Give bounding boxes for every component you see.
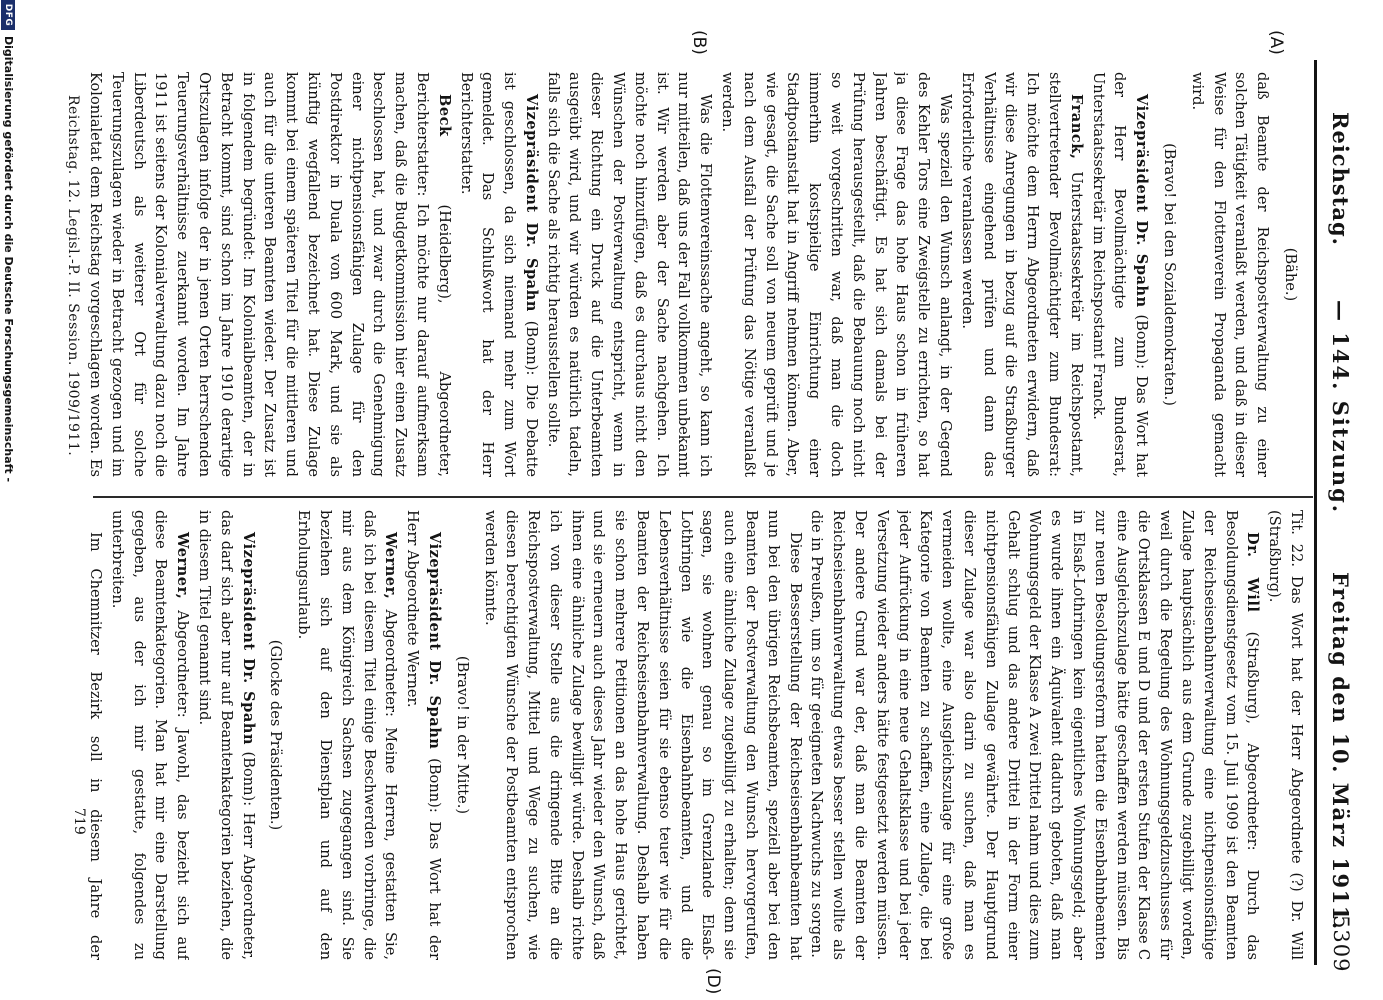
- text-paragraph: daß Beamte der Reichspostverwaltung zu einer solchen Tätigkeit veranlaßt werden, und daß in dieser Weise für den Flottenverein Propaganda gemacht wird.: [1188, 72, 1272, 477]
- speech-paragraph: [87, 72, 455, 477]
- speech-paragraph: [455, 72, 542, 477]
- speech-paragraph: [193, 510, 258, 960]
- header-rule: [1314, 60, 1317, 965]
- speech-text: (Bonn): Das Wort hat der Herr Abgeordnete Werner.: [404, 510, 443, 960]
- left-column: [87, 72, 1307, 477]
- speech-paragraph: [401, 510, 445, 960]
- speech-text: Unterstaatssekretär im Reichspostamt, stellvertretender Bevollmächtigter zum Bundesrat: Ich möchte dem Herrn Abgeordneten erwidern, daß wir diese Anregungen in bezug auf die Straßburger Verhältnisse eingehend prüfen und dann das Erforderliche veranlassen werden.: [958, 72, 1085, 477]
- speech-text: (Heidelberg), Abgeordneter, Berichterstatter: Ich möchte nur darauf aufmerksam machen, daß die Budgetkommission hier einen Zusatz beschlossen hat, und zwar durch die Genehmigung einer nichtpensionsfähigen Zulage für den Postdirektor in Duala von 600 Mark, und sie als künftig wegfallend bezeichnet hat. Diese Zulage kommt bei einem späteren Titel für die mittleren und auch für die unteren Beamten wieder. Der Zusatz ist in folgendem begründet: Im Kolonialbeamten, der in Betracht kommt, sind schon im Jahre 1910 derartige Ortszulagen infolge der in jenen Orten herrschenden Teuerungsverhältnisse zuerkannt worden. Im Jahre 1911 ist seitens der Kolonialverwaltung dazu noch die Liberdeutsch als weiterer Ort für solche Teuerungszulagen wieder in Betracht gezogen und im Kolonialetat dem Reichstag vorgeschlagen worden. Es: [87, 72, 453, 477]
- speech-text: (Straßburg), Abgeordneter: Durch das Besoldungsdienstgesetz vom 15. Juli 1909 ist den Beamten der Reichseisenbahnverwaltung eine nichtpensionsfähige Zulage hauptsächlich aus dem Grunde zugebilligt worden, weil durch die Regelung des Wohnungsgeldzuschusses für die Ortsklassen E und D und der ersten Stufen der Klasse C eine Ausgleichszulage hätte geschaffen werden müssen. Bis zur neuen Besoldungsreform hatten die Eisenbahnbeamten in Elsaß-Lothringen kein eigentliches Wohnungsgeld; aber es wurde ihnen ein Äquivalent dadurch geboten, daß man Wohnungsgeld der Klasse A zwei Drittel nahm und dies zum Gehalt schlug und das andere Drittel in der Form einer nichtpensionsfähigen Zulage gewährte. Der Hauptgrund dieser Zulage war also darin zu suchen, daß man es vermeiden wollte, eine Ausgleichszulage für eine große Kategorie von Beamten zu schaffen, eine Zulage, die bei jeder Aufrückung in eine neue Gehaltsklasse und bei jeder Versetzung wieder anders hätte festgesetzt werden müssen. Der andere Grund war der, daß man die Beamten der Reichseisenbahnverwaltung etwas besser stellen wollte als die in Preußen, um so für geeigneten Nachwuchs zu sorgen.: [808, 510, 1262, 960]
- footer-legislature: Reichstag. 12. Legisl.-P. II. Session. 1909/1911.: [65, 95, 81, 457]
- speaker-name: Vizepräsident Dr. Spahn: [1133, 94, 1151, 308]
- speech-text: Abgeordneter: Jawohl, das bezieht sich auf diese Beamtenkategorien. Man hat mir eine Darstellung gegeben, aus der ich mir gestatte, folgendes zu unterbreiten.: [108, 510, 192, 960]
- speaker-name: Vizepräsident Dr. Spahn: [239, 532, 257, 746]
- speech-paragraph: [956, 72, 1087, 477]
- speech-paragraph: [806, 510, 1264, 960]
- margin-letter-d: (D): [703, 968, 723, 995]
- speaker-name: Werner,: [382, 532, 400, 600]
- speaker-name: Werner,: [174, 532, 192, 600]
- header-session: — 144. Sitzung.: [1328, 300, 1353, 515]
- speaker-name: Dr. Will: [1244, 532, 1262, 613]
- speech-text: (Bonn): Die Debatte ist geschlossen, da sich niemand mehr zum Wort gemeldet. Das Schlußwort hat der Herr Berichterstatter.: [457, 72, 540, 477]
- text-paragraph: Im Chemnitzer Bezirk soll in diesem Jahre der: [87, 532, 104, 960]
- speech-text: Abgeordneter: Meine Herren, gestatten Sie, daß ich bei diesem Titel einige Beschwerden vorbringe, die mir aus dem Königreich Sachsen zugegangen sind. Sie beziehen sich auf den Dienstplan und auf den Erholungsurlaub.: [295, 510, 400, 960]
- text-paragraph: Tit. 22. Das Wort hat der Herr Abgeordnete (?) Dr. Will (Straßburg).: [1266, 510, 1305, 960]
- header-date: Freitag den 10. März 1911.: [1328, 572, 1353, 931]
- header-left: Reichstag.: [1328, 112, 1353, 246]
- stage-direction: (Bravo! in der Mitte.): [453, 655, 471, 815]
- dfg-logo: DFG: [1, 0, 15, 30]
- margin-letter-b: (B): [689, 30, 709, 55]
- stage-direction: (Glocke des Präsidenten.): [267, 639, 285, 831]
- stage-direction: (Bravo! bei den Sozialdemokraten.): [1161, 143, 1179, 406]
- text-paragraph: Was die Flottenvereinssache angeht, so kann ich nur mitteilen, daß uns der Fall vollkommen unbekannt ist. Wir werden aber der Sache nachgehen. Ich möchte noch hinzufügen, daß es durchaus nicht den Wünschen der Postverwaltung entspricht, wenn in dieser Richtung ein Druck auf die Unterbeamten ausgeübt wird, und wir würden es natürlich tadeln, falls sich die Sache als richtig herausstellen sollte.: [544, 72, 715, 477]
- credit-text: Digitalisierung gefördert durch die Deutsche Forschungsgemeinschaft -: [2, 36, 15, 483]
- speech-text: (Bonn): Herr Abgeordneter, das darf sich aber nur auf Beamtenkategorien beziehen, die in diesem Titel genannt sind.: [195, 510, 257, 960]
- page-number: 5309: [1329, 915, 1353, 973]
- speech-paragraph: [106, 510, 193, 960]
- speech-paragraph: [1087, 72, 1152, 477]
- speaker-name: Franck,: [1067, 94, 1085, 160]
- text-paragraph: Was speziell den Wunsch anlangt, in der Gegend des Kehler Tors eine Zweigstelle zu errichten, so hat ja diese Frage das hohe Haus schon in früheren Jahren beschäftigt. Es hat sich damals bei der Prüfung herausgestellt, daß die Bebauung noch nicht so weit vorgeschritten war, daß man die doch immerhin kostspielige Einrichtung einer Stadtpostanstalt hat in Angriff nehmen können. Aber, wie gesagt, die Sache soll von neuem geprüft und je nach dem Ausfall der Prüfung das Nötige veranlaßt werden.: [719, 72, 955, 477]
- text-paragraph: Diese Besserstellung der Reichseisenbahnbeamten hat nun bei den übrigen Reichsbeamten, speziell aber bei den Beamten der Postverwaltung den Wunsch hervorgerufen, auch eine ähnliche Zulage zugebilligt zu erhalten; denn sie sagen, sie wohnen genau so im Grenzlande Elsaß-Lothringen wie die Eisenbahnbeamten, und die Lebensverhältnisse seien für sie ebenso teuer wie für die Beamten der Reichseisenbahnverwaltung. Deshalb haben sie schon mehrere Petitionen an das hohe Haus gerichtet, und sie erneuern auch dieses Jahr wieder den Wunsch, daß ihnen eine ähnliche Zulage bewilligt würde. Deshalb richte ich von dieser Stelle aus die dringende Bitte an die Reichspostverwaltung, Mittel und Wege zu suchen, wie diesen berechtigten Wünsche der Postbeamten entsprochen werden könnte.: [481, 510, 804, 960]
- speaker-name: Vizepräsident Dr. Spahn: [425, 532, 443, 750]
- digitization-credit: [0, 0, 17, 1000]
- speaker-name: Beck: [435, 94, 453, 137]
- footer-page-number: 719: [71, 808, 87, 835]
- right-column: [87, 510, 1307, 960]
- margin-letter-a: (A): [1266, 30, 1286, 55]
- speaker-name: Vizepräsident Dr. Spahn: [522, 94, 540, 312]
- column-divider: [93, 496, 1313, 498]
- speech-text: (Bonn): Das Wort hat der Herr Bevollmächtigte zum Bundesrat, Unterstaatssekretär im Reichspostamt Franck.: [1089, 72, 1151, 477]
- stage-direction: (Bähe.): [1282, 247, 1299, 302]
- speech-paragraph: [292, 510, 401, 960]
